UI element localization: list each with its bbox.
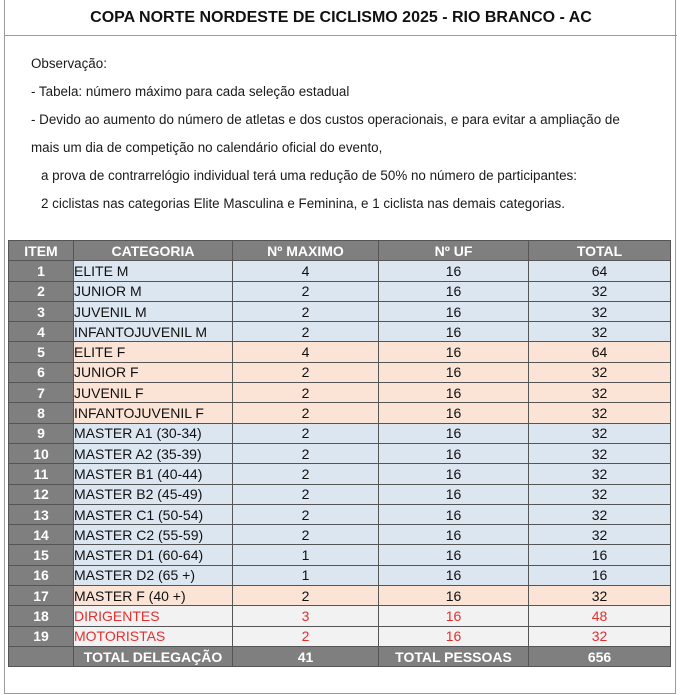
cell-maximo: 2	[233, 586, 379, 606]
cell-total: 32	[529, 403, 671, 423]
cell-item: 2	[9, 281, 74, 301]
document-title: COPA NORTE NORDESTE DE CICLISMO 2025 - RIO BRANCO - AC	[5, 0, 677, 36]
cell-total: 64	[529, 261, 671, 281]
cell-uf: 16	[379, 362, 529, 382]
cell-categoria: DIRIGENTES	[74, 606, 233, 626]
cell-total: 32	[529, 383, 671, 403]
table-row	[9, 525, 671, 545]
cell-maximo: 2	[233, 383, 379, 403]
cell-categoria: MASTER C2 (55-59)	[74, 525, 233, 545]
table-row	[9, 322, 671, 342]
observation-line: a prova de contrarrelógio individual terá uma redução de 50% no número de participantes:	[41, 168, 577, 183]
table-row	[9, 484, 671, 504]
cell-uf: 16	[379, 484, 529, 504]
cell-categoria: MASTER B1 (40-44)	[74, 464, 233, 484]
cell-uf: 16	[379, 322, 529, 342]
table-row	[9, 423, 671, 443]
cell-maximo: 2	[233, 504, 379, 524]
cell-total: 32	[529, 464, 671, 484]
cell-uf: 16	[379, 423, 529, 443]
cell-categoria: MASTER D1 (60-64)	[74, 545, 233, 565]
table-row	[9, 586, 671, 606]
cell-item: 6	[9, 362, 74, 382]
cell-maximo: 4	[233, 342, 379, 362]
cell-categoria: MASTER C1 (50-54)	[74, 504, 233, 524]
cell-item: 13	[9, 504, 74, 524]
cell-total: 16	[529, 565, 671, 585]
total-pessoas-label: TOTAL PESSOAS	[379, 646, 529, 666]
cell-item: 16	[9, 565, 74, 585]
table-row	[9, 443, 671, 463]
observation-line: mais um dia de competição no calendário oficial do evento,	[31, 140, 383, 155]
column-header-uf: Nº UF	[379, 241, 529, 261]
cell-total: 32	[529, 504, 671, 524]
table-row	[9, 301, 671, 321]
cell-uf: 16	[379, 403, 529, 423]
cell-maximo: 3	[233, 606, 379, 626]
cell-categoria: INFANTOJUVENIL F	[74, 403, 233, 423]
cell-categoria: MASTER A2 (35-39)	[74, 443, 233, 463]
cell-item: 15	[9, 545, 74, 565]
cell-categoria: JUNIOR F	[74, 362, 233, 382]
cell-categoria: MASTER B2 (45-49)	[74, 484, 233, 504]
cell-total: 32	[529, 281, 671, 301]
column-header-total: TOTAL	[529, 241, 671, 261]
cell-categoria: MASTER D2 (65 +)	[74, 565, 233, 585]
cell-item: 14	[9, 525, 74, 545]
footer-spacer	[9, 646, 74, 666]
cell-maximo: 2	[233, 362, 379, 382]
cell-categoria: JUNIOR M	[74, 281, 233, 301]
document-frame	[4, 0, 676, 694]
cell-maximo: 2	[233, 484, 379, 504]
table-row	[9, 626, 671, 646]
cell-item: 10	[9, 443, 74, 463]
cell-categoria: ELITE F	[74, 342, 233, 362]
cell-total: 32	[529, 484, 671, 504]
column-header-item: ITEM	[9, 241, 74, 261]
cell-maximo: 1	[233, 545, 379, 565]
table-row	[9, 464, 671, 484]
cell-item: 5	[9, 342, 74, 362]
cell-total: 48	[529, 606, 671, 626]
column-header-maximo: Nº MAXIMO	[233, 241, 379, 261]
cell-categoria: ELITE M	[74, 261, 233, 281]
cell-uf: 16	[379, 281, 529, 301]
total-delegacao-label: TOTAL DELEGAÇÃO	[74, 646, 233, 666]
cell-item: 1	[9, 261, 74, 281]
cell-categoria: JUVENIL M	[74, 301, 233, 321]
table-header-row	[9, 241, 671, 261]
total-pessoas-value: 656	[529, 646, 671, 666]
column-header-categoria: CATEGORIA	[74, 241, 233, 261]
table-row	[9, 362, 671, 382]
observation-line: - Devido ao aumento do número de atletas e dos custos operacionais, e para evitar a ampliação de	[31, 112, 620, 127]
cell-total: 32	[529, 443, 671, 463]
cell-uf: 16	[379, 606, 529, 626]
table-footer-row	[9, 646, 671, 666]
cell-uf: 16	[379, 443, 529, 463]
cell-total: 32	[529, 301, 671, 321]
cell-item: 9	[9, 423, 74, 443]
cell-categoria: MOTORISTAS	[74, 626, 233, 646]
cell-categoria: MASTER A1 (30-34)	[74, 423, 233, 443]
cell-maximo: 2	[233, 423, 379, 443]
cell-uf: 16	[379, 545, 529, 565]
cell-uf: 16	[379, 626, 529, 646]
cell-total: 32	[529, 362, 671, 382]
cell-total: 32	[529, 423, 671, 443]
table-row	[9, 403, 671, 423]
cell-maximo: 1	[233, 565, 379, 585]
cell-item: 12	[9, 484, 74, 504]
cell-item: 8	[9, 403, 74, 423]
cell-uf: 16	[379, 586, 529, 606]
cell-item: 7	[9, 383, 74, 403]
table-row	[9, 504, 671, 524]
cell-item: 4	[9, 322, 74, 342]
table-row	[9, 545, 671, 565]
cell-maximo: 4	[233, 261, 379, 281]
cell-item: 18	[9, 606, 74, 626]
table-row	[9, 565, 671, 585]
cell-categoria: INFANTOJUVENIL M	[74, 322, 233, 342]
cell-categoria: JUVENIL F	[74, 383, 233, 403]
cell-uf: 16	[379, 504, 529, 524]
cell-uf: 16	[379, 565, 529, 585]
observation-line: 2 ciclistas nas categorias Elite Masculina e Feminina, e 1 ciclista nas demais categorias.	[41, 196, 565, 211]
cell-maximo: 2	[233, 403, 379, 423]
cell-total: 32	[529, 525, 671, 545]
cell-uf: 16	[379, 342, 529, 362]
cell-total: 32	[529, 586, 671, 606]
cell-maximo: 2	[233, 525, 379, 545]
cell-uf: 16	[379, 383, 529, 403]
cell-total: 16	[529, 545, 671, 565]
category-table	[8, 240, 671, 667]
cell-uf: 16	[379, 261, 529, 281]
cell-uf: 16	[379, 301, 529, 321]
cell-maximo: 2	[233, 322, 379, 342]
cell-maximo: 2	[233, 301, 379, 321]
cell-uf: 16	[379, 525, 529, 545]
observations-block	[31, 50, 671, 218]
table-row	[9, 261, 671, 281]
table-row	[9, 606, 671, 626]
table-row	[9, 281, 671, 301]
observations-heading: Observação:	[31, 56, 107, 71]
cell-item: 3	[9, 301, 74, 321]
cell-categoria: MASTER F (40 +)	[74, 586, 233, 606]
observation-line: - Tabela: número máximo para cada seleção estadual	[31, 84, 350, 99]
cell-maximo: 2	[233, 626, 379, 646]
total-delegacao-value: 41	[233, 646, 379, 666]
cell-uf: 16	[379, 464, 529, 484]
table-row	[9, 383, 671, 403]
cell-total: 32	[529, 626, 671, 646]
cell-maximo: 2	[233, 443, 379, 463]
cell-maximo: 2	[233, 464, 379, 484]
cell-total: 64	[529, 342, 671, 362]
cell-maximo: 2	[233, 281, 379, 301]
cell-total: 32	[529, 322, 671, 342]
cell-item: 19	[9, 626, 74, 646]
table-row	[9, 342, 671, 362]
cell-item: 17	[9, 586, 74, 606]
cell-item: 11	[9, 464, 74, 484]
